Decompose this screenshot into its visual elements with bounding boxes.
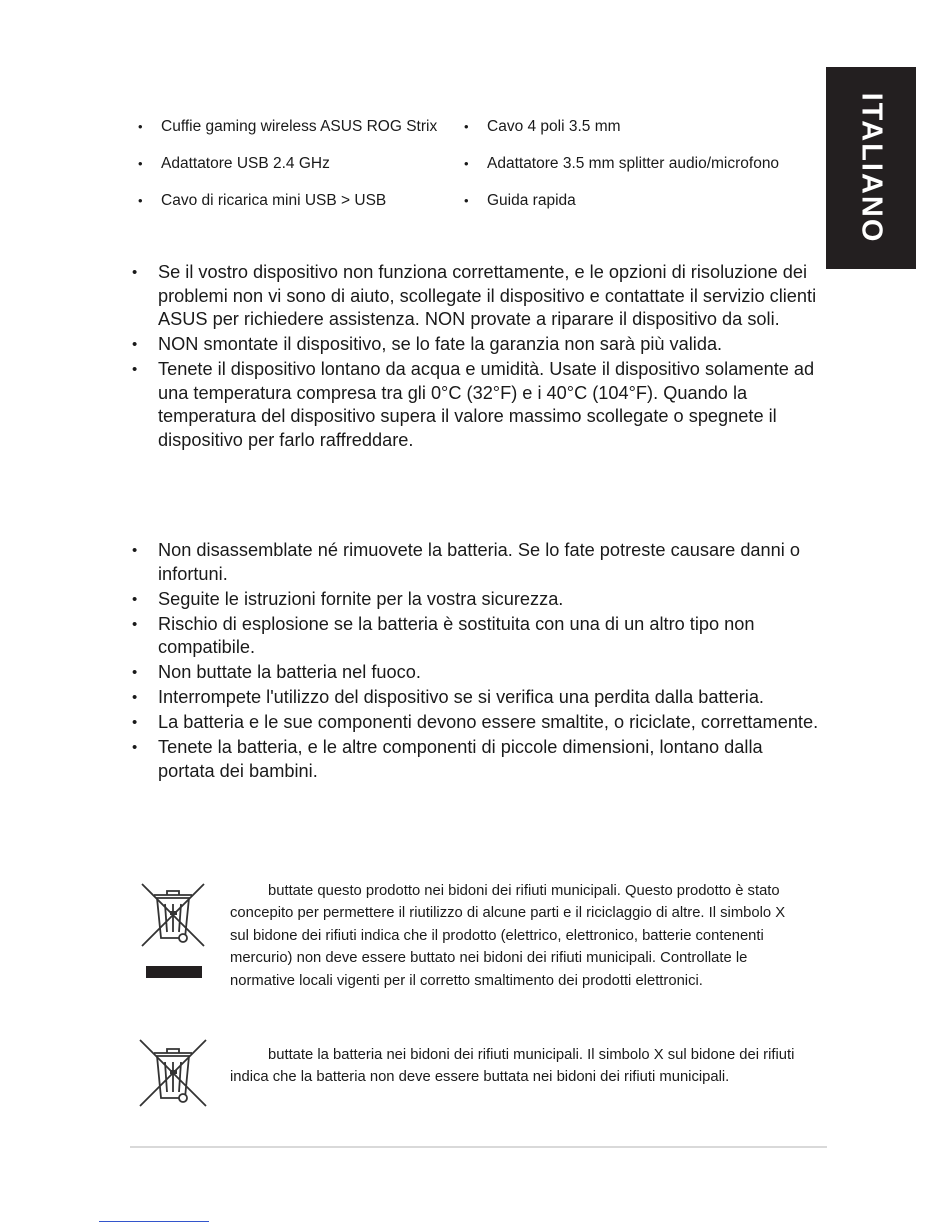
bullet-icon: •	[132, 714, 138, 731]
bullet-icon: •	[132, 361, 138, 378]
list-item	[130, 261, 822, 332]
bullet-icon: •	[138, 193, 143, 208]
language-tab-label: ITALIANO	[855, 92, 888, 244]
bullet-icon: •	[132, 664, 138, 681]
list-item-text: Seguite le istruzioni fornite per la vostra sicurezza.	[158, 588, 564, 609]
contents-item-label: Adattatore USB 2.4 GHz	[161, 155, 330, 172]
bottom-underline	[99, 1221, 209, 1222]
contents-row	[138, 153, 828, 190]
contents-item	[138, 116, 464, 153]
list-item-text: La batteria e le sue componenti devono essere smaltite, o riciclate, correttamente.	[158, 712, 819, 732]
list-item-text: NON smontate il dispositivo, se lo fate la garanzia non sarà più valida.	[158, 334, 723, 354]
bullet-icon: •	[132, 542, 138, 559]
bullet-icon: •	[464, 119, 469, 134]
bullet-icon: •	[132, 264, 138, 281]
contents-item	[138, 190, 464, 227]
bullet-icon: •	[138, 119, 143, 134]
list-item	[130, 358, 822, 452]
contents-row	[138, 190, 828, 227]
list-item	[130, 539, 822, 586]
bullet-icon: •	[132, 689, 138, 706]
bullet-icon: •	[132, 336, 138, 353]
list-item-text: Se il vostro dispositivo non funziona correttamente, e le opzioni di risoluzione dei problemi non vi sono di aiuto, scollegate il dispositivo e contattate il servizio clienti ASUS per richiedere assistenza. NON provate a riparare il dispositivo da soli.	[158, 262, 817, 329]
list-item-text: Interrompete l'utilizzo del dispositivo se si verifica una perdita dalla batteria.	[158, 687, 764, 707]
list-item	[130, 711, 822, 735]
contents-item	[464, 190, 576, 227]
bullet-icon: •	[132, 590, 138, 608]
contents-item-label: Guida rapida	[487, 192, 576, 209]
bullet-icon: •	[464, 156, 469, 171]
list-item	[130, 588, 822, 612]
contents-item-label: Cuffie gaming wireless ASUS ROG Strix	[161, 118, 438, 135]
contents-item-label: Cavo 4 poli 3.5 mm	[487, 118, 621, 135]
battery-safety-list	[130, 539, 822, 785]
list-item-text: Rischio di esplosione se la batteria è sostituita con una di un altro tipo non compatibile.	[158, 613, 755, 657]
product-disposal-text: buttate questo prodotto nei bidoni dei rifiuti municipali. Questo prodotto è stato concepito per permettere il riutilizzo di alcune parti e il riciclaggio di altre. Il simbolo X sul bidone dei rifiuti indica che il prodotto (elettrico, elettronico, batterie contenenti mercurio) non deve essere buttato nei bidoni dei rifiuti municipali. Controllate le normative locali vigenti per il corretto smaltimento dei prodotti elettronici.	[230, 883, 786, 989]
battery-disposal-text: buttate la batteria nei bidoni dei rifiuti municipali. Il simbolo X sul bidone dei rifiuti indica che la batteria non deve essere buttata nei bidoni dei rifiuti municipali.	[230, 1047, 795, 1086]
crossed-out-bin-icon	[136, 1036, 210, 1110]
crossed-out-bin-icon	[138, 880, 208, 980]
device-care-list	[130, 261, 822, 454]
list-item	[130, 613, 822, 660]
list-item	[130, 661, 822, 685]
language-tab	[826, 67, 916, 269]
list-item	[130, 736, 822, 783]
contents-item	[138, 153, 464, 190]
contents-item	[464, 116, 621, 153]
bullet-icon: •	[132, 615, 138, 633]
list-item-text: Non disassemblate né rimuovete la batteria. Se lo fate potreste causare danni o infortuni.	[158, 540, 800, 584]
contents-item-label: Adattatore 3.5 mm splitter audio/microfono	[487, 155, 780, 172]
list-item-text: Tenete la batteria, e le altre componenti di piccole dimensioni, lontano dalla portata dei bambini.	[158, 737, 763, 781]
bullet-icon: •	[138, 156, 143, 171]
bullet-icon: •	[132, 739, 138, 756]
list-item-text: Tenete il dispositivo lontano da acqua e umidità. Usate il dispositivo solamente ad una temperatura compresa tra gli 0°C (32°F) e i 40°C (104°F). Quando la temperatura del dispositivo supera il valore massimo scollegate o spegnete il dispositivo per farlo raffreddare.	[158, 359, 815, 450]
list-item-text: Non buttate la batteria nel fuoco.	[158, 662, 421, 682]
contents-item-label: Cavo di ricarica mini USB > USB	[161, 192, 387, 209]
contents-row	[138, 116, 828, 153]
contents-item	[464, 153, 779, 190]
package-contents	[138, 116, 828, 227]
footer-divider	[130, 1146, 827, 1148]
list-item	[130, 333, 822, 357]
list-item	[130, 686, 822, 710]
bullet-icon: •	[464, 193, 469, 208]
